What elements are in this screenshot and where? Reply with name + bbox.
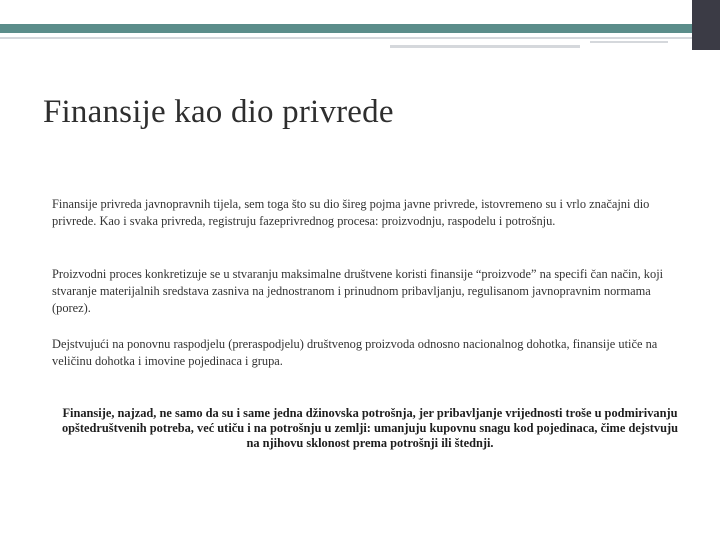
corner-accent-block (692, 0, 720, 50)
header-band (0, 0, 720, 24)
header-rule-segment-short (590, 41, 668, 43)
body-paragraph-1: Finansije privreda javnopravnih tijela, sem toga što su dio šireg pojma javne privrede, istovremeno su i vrlo značajni dio privrede. Kao i svaka privreda, registruju fazeprivrednog procesa: proizvodnju, raspodelu i potrošnju. (52, 197, 650, 228)
body-paragraph-3: Dejstvujući na ponovnu raspodjelu (preraspodjelu) društvenog proizvoda odnosno nacionalnog dohotka, finansije utiče na veličinu dohotka i imovine pojedinaca i grupa. (52, 337, 658, 368)
emphasis-paragraph: Finansije, najzad, ne samo da su i same jedna džinovska potrošnja, jer pribavljanje vrijednosti troše u podmirivanju opštedruštvenih potreba, već utiču i na potrošnju u zemlji: umanjuju kupovnu snagu kod pojedinaca, čime dejstvuju na njihovu sklonost prema potrošnji ili štednji. (61, 406, 679, 450)
header-rule-segment (390, 45, 580, 48)
body-paragraph-2: Proizvodni proces konkretizuje se u stvaranju maksimalne društvene koristi finansije “proizvode” na specifi čan način, koji stvaranje materijalnih sredstava zasniva na jednostranom i prinudnom pribavljanju, regulisanom javnopravnim normama (porez). (52, 267, 664, 315)
header-rule-line (0, 37, 692, 39)
slide-title: Finansije kao dio privrede (43, 94, 394, 130)
accent-stripe (0, 24, 692, 33)
